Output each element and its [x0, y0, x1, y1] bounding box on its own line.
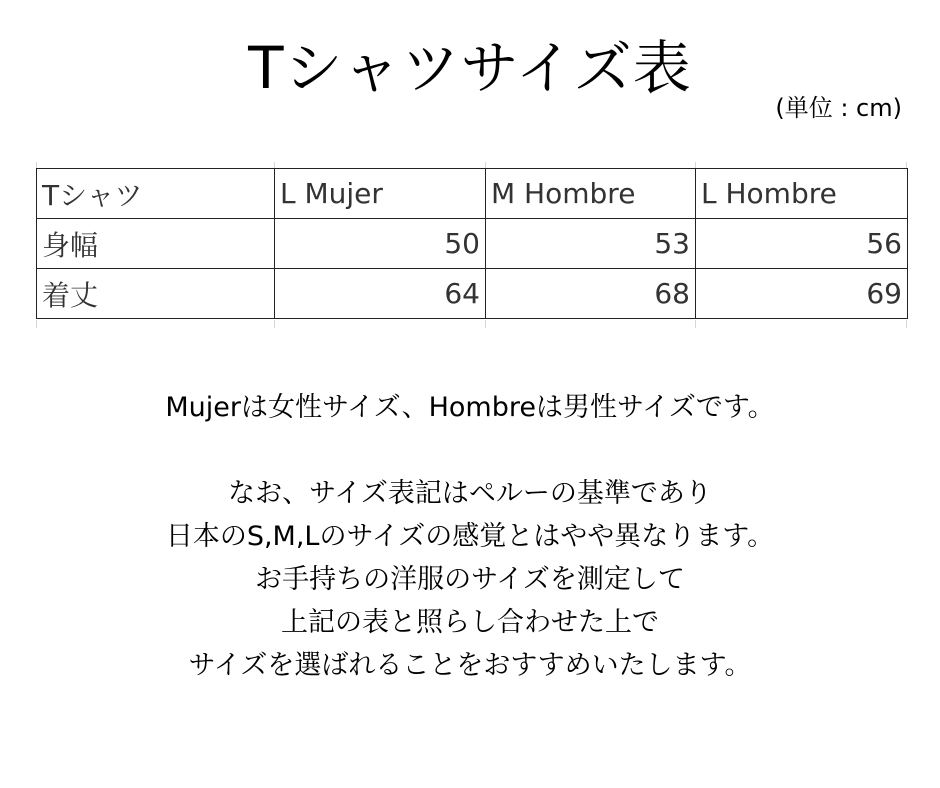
cell-width-l-hombre: 56 — [696, 219, 908, 269]
page-title: Tシャツサイズ表 — [248, 34, 692, 102]
note-line-sizes: Mujerは女性サイズ、Hombreは男性サイズです。 — [165, 392, 775, 423]
cell-length-l-hombre: 69 — [696, 269, 908, 319]
gridline — [906, 320, 907, 328]
note-line-compare: 上記の表と照らし合わせた上で — [281, 607, 659, 638]
row-label-length: 着丈 — [37, 269, 275, 319]
note-line-japan-difference: 日本のS,M,Lのサイズの感覚とはやや異なります。 — [165, 521, 775, 552]
cell-width-m-hombre: 53 — [486, 219, 696, 269]
table-header-row — [37, 169, 908, 219]
gridline — [36, 320, 37, 328]
unit-label: (単位 : cm) — [775, 94, 902, 122]
size-table — [36, 168, 908, 319]
notes-block — [0, 386, 940, 687]
cell-width-l-mujer: 50 — [275, 219, 486, 269]
cell-length-l-mujer: 64 — [275, 269, 486, 319]
note-line-recommend: サイズを選ばれることをおすすめいたします。 — [188, 650, 752, 681]
header-cell-m-hombre: M Hombre — [486, 169, 696, 219]
gridline — [274, 320, 275, 328]
row-label-width: 身幅 — [37, 219, 275, 269]
note-line-peru-standard: なお、サイズ表記はペルーの基準であり — [228, 478, 712, 509]
table-row-width — [37, 219, 908, 269]
gridline — [695, 320, 696, 328]
table-row-length — [37, 269, 908, 319]
header-cell-item: Tシャツ — [37, 169, 275, 219]
size-table-area — [36, 162, 907, 328]
note-line-measure: お手持ちの洋服のサイズを測定して — [255, 564, 685, 595]
header-cell-l-hombre: L Hombre — [696, 169, 908, 219]
header-cell-l-mujer: L Mujer — [275, 169, 486, 219]
gridline — [485, 320, 486, 328]
note-spacer — [0, 429, 940, 472]
cell-length-m-hombre: 68 — [486, 269, 696, 319]
